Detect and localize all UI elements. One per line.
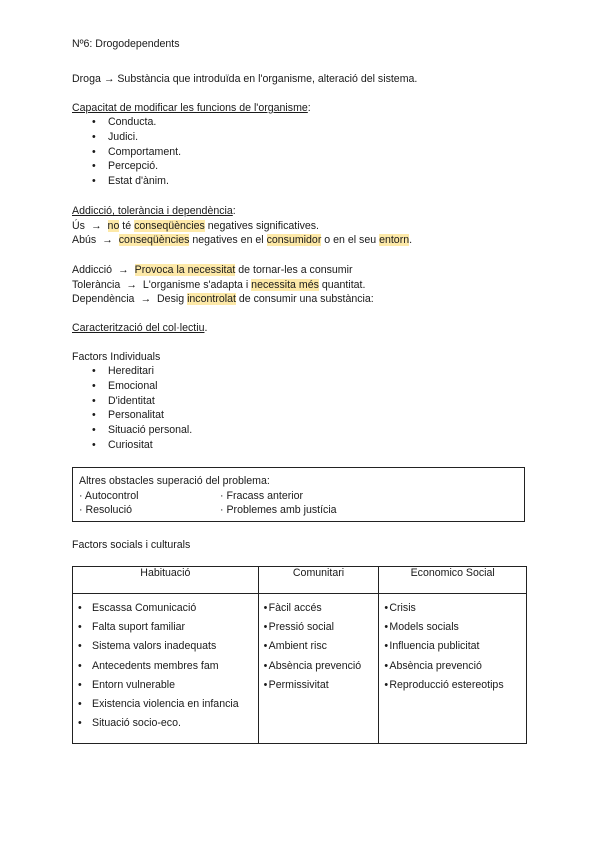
individual-factors-heading: Factors Individuals xyxy=(72,351,161,363)
capacity-heading: Capacitat de modificar les funcions de l'organisme xyxy=(72,102,308,114)
list-item: • Ambient risc xyxy=(264,639,379,658)
list-item: • Situació socio-eco. xyxy=(78,716,258,735)
obstacle-item: · Problemes amb justícia xyxy=(220,504,337,516)
list-item: • Influencia publicitat xyxy=(384,639,526,658)
individual-factors-list xyxy=(92,364,192,453)
table-row xyxy=(73,594,527,744)
list-item: • Percepció. xyxy=(92,159,181,174)
obstacle-item: · Resolució xyxy=(79,504,132,516)
arrow-icon: → xyxy=(102,234,113,246)
social-factors-table xyxy=(72,566,527,744)
page-title: Nº6: Drogodependents xyxy=(72,38,180,50)
abus-definition: Abús → conseqüències negatives en el consumidor o en el seu entorn. xyxy=(72,234,413,246)
list-item: • Antecedents membres fam xyxy=(78,659,258,678)
arrow-icon: → xyxy=(140,293,152,305)
table-header-row xyxy=(73,567,527,594)
list-item: • Existencia violencia en infancia xyxy=(78,697,258,716)
capacity-list xyxy=(92,115,181,189)
list-item: • Models socials xyxy=(384,620,526,639)
list-item: • Falta suport familiar xyxy=(78,620,258,639)
characterization-heading-line: Caracterització del col·lectiu. xyxy=(72,322,208,334)
arrow-icon: → xyxy=(103,73,115,85)
list-item: • Sistema valors inadequats xyxy=(78,639,258,658)
column-header: Comunitari xyxy=(258,567,379,594)
list-item: • Permissivitat xyxy=(264,678,379,697)
list-item: • Absència prevenció xyxy=(264,659,379,678)
list-item: • Curiositat xyxy=(92,438,192,453)
list-item: • D'identitat xyxy=(92,394,192,409)
list-item: • Estat d'ànim. xyxy=(92,174,181,189)
list-item: • Judici. xyxy=(92,130,181,145)
drug-definition-text: Substància que introduïda en l'organisme, alteració del sistema. xyxy=(117,73,418,85)
obstacle-item: · Autocontrol xyxy=(79,490,139,502)
characterization-heading: Caracterització del col·lectiu xyxy=(72,322,205,334)
social-factors-heading: Factors socials i culturals xyxy=(72,539,191,551)
column-header: Habituació xyxy=(73,567,259,594)
obstacles-box xyxy=(72,467,525,522)
list-item: • Reproducció estereotips xyxy=(384,678,526,697)
drug-definition xyxy=(72,72,417,86)
drug-term: Droga xyxy=(72,73,101,85)
obstacle-item: · Fracass anterior xyxy=(220,490,304,502)
addiction-heading-line: Addicció, tolerància i dependència: xyxy=(72,205,236,217)
list-item: • Comportament. xyxy=(92,145,181,160)
list-item: • Hereditari xyxy=(92,364,192,379)
list-item: • Crisis xyxy=(384,601,526,620)
list-item: • Escassa Comunicació xyxy=(78,601,258,620)
list-item: • Situació personal. xyxy=(92,423,192,438)
addiction-heading: Addicció, tolerància i dependència xyxy=(72,205,233,217)
table-cell xyxy=(73,594,259,744)
capacity-heading-line: Capacitat de modificar les funcions de l'organisme: xyxy=(72,102,311,114)
list-item: • Emocional xyxy=(92,379,192,394)
list-item: • Entorn vulnerable xyxy=(78,678,258,697)
arrow-icon: → xyxy=(118,264,129,276)
list-item: • Absència prevenció xyxy=(384,659,526,678)
arrow-icon: → xyxy=(90,220,102,232)
table-cell xyxy=(379,594,527,744)
tolerancia-definition: Tolerància → L'organisme s'adapta i necessita més quantitat. xyxy=(72,279,366,291)
obstacles-heading: Altres obstacles superació del problema: xyxy=(79,475,270,487)
list-item: • Conducta. xyxy=(92,115,181,130)
column-header: Economico Social xyxy=(379,567,527,594)
list-item: • Personalitat xyxy=(92,408,192,423)
table-cell xyxy=(258,594,379,744)
list-item: • Pressió social xyxy=(264,620,379,639)
us-definition: Ús → no té conseqüències negatives significatives. xyxy=(72,220,320,232)
list-item: • Fàcil accés xyxy=(264,601,379,620)
addiccio-definition: Addicció → Provoca la necessitat de tornar-les a consumir xyxy=(72,264,353,276)
arrow-icon: → xyxy=(126,279,137,291)
dependencia-definition: Dependència → Desig incontrolat de consumir una substància: xyxy=(72,293,374,305)
